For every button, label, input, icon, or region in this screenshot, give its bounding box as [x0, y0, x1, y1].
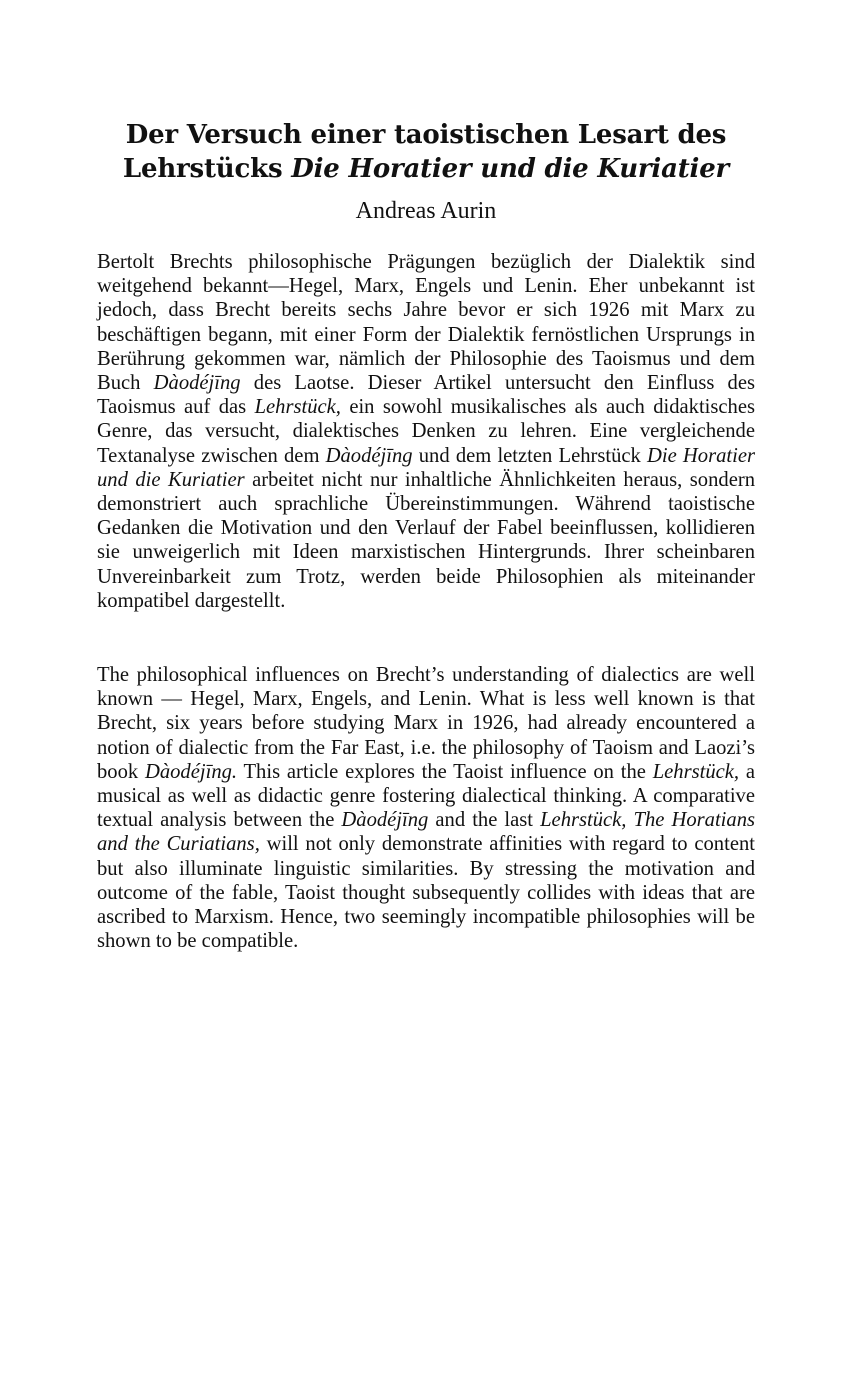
abstract-en-italic-1: Dàodéjīng.	[144, 760, 238, 783]
article-title	[97, 118, 755, 186]
title-line-2	[97, 152, 755, 186]
abstract-en-text-3: a musical as well as didactic genre fostering dialectical thinking. A comparative textual analysis between the	[97, 760, 755, 832]
abstract-en-text-4: and the last	[428, 809, 541, 832]
abstract-de-italic-3: Dàodéjīng	[325, 444, 413, 467]
article-page	[97, 118, 755, 953]
abstract-en-italic-3: Dàodéjīng	[341, 809, 429, 832]
abstract-de-text-4: und dem letzten Lehrstück	[412, 444, 648, 467]
abstract-de-italic-2: Lehrstück,	[254, 396, 341, 419]
abstract-de-text-5: arbeitet nicht nur inhaltliche Ähnlichkeiten heraus, sondern demonstriert auch sprachliche Übereinstimmungen. Während taoistische Gedanken die Motivation und den Verlauf der Fabel beeinflussen, kollidieren sie unweigerlich mit Ideen marxistischen Hintergrunds. Ihrer scheinbaren Unvereinbarkeit zum Trotz, werden beide Philosophien als miteinander kompatibel dargestellt.	[97, 468, 755, 612]
abstract-en-text-1: The philosophical influences on Brecht’s understanding of dialectics are well known — Hegel, Marx, Engels, and Lenin. What is less well known is that Brecht, six years before studying Marx in 1926, had already encountered a notion of dialectic from the Far East, i.e. the philosophy of Taoism and Laozi’s book	[97, 664, 755, 783]
abstract-de-text-3: ein sowohl musikalisches als auch didaktisches Genre, das versucht, dialektisches Denken zu lehren. Eine vergleichende Textanalyse zwischen dem	[97, 396, 756, 467]
abstract-de-text-2: des Laotse. Dieser Artikel untersucht den Einfluss des Taoismus auf das	[97, 372, 755, 419]
title-play-name: Die Horatier und die Kuriatier	[291, 154, 730, 184]
abstract-english	[97, 663, 755, 953]
abstract-en-text-2: This article explores the Taoist influence on the	[237, 760, 653, 783]
author-name: Andreas Aurin	[355, 198, 497, 224]
abstract-en-italic-2: Lehrstück,	[652, 760, 740, 783]
title-prefix: Lehrstücks	[122, 154, 292, 184]
abstract-en-italic-4: Lehrstück, The Horatians and the Curiatians,	[97, 809, 756, 856]
abstract-german	[97, 250, 755, 613]
abstract-en-text-5: will not only demonstrate affinities with regard to content but also illuminate linguistic similarities. By stressing the motivation and outcome of the fable, Taoist thought subsequently collides with ideas that are ascribed to Marxism. Hence, two seemingly incompatible philosophies will be shown to be compatible.	[97, 833, 755, 953]
abstract-de-italic-4: Die Horatier und die Kuriatier	[97, 444, 755, 491]
abstract-de-text-1: Bertolt Brechts philosophische Prägungen bezüglich der Dialektik sind weitgehend bekannt—Hegel, Marx, Engels und Lenin. Eher unbekannt ist jedoch, dass Brecht bereits sechs Jahre bevor er sich 1926 mit Marx zu beschäftigen begann, mit einer Form der Dialektik fernöstlichen Ursprungs in Berührung gekommen war, nämlich der Philosophie des Taoismus und dem Buch	[97, 251, 755, 395]
title-line-1: Der Versuch einer taoistischen Lesart des	[125, 120, 727, 150]
abstract-de-italic-1: Dàodéjīng	[153, 372, 241, 395]
